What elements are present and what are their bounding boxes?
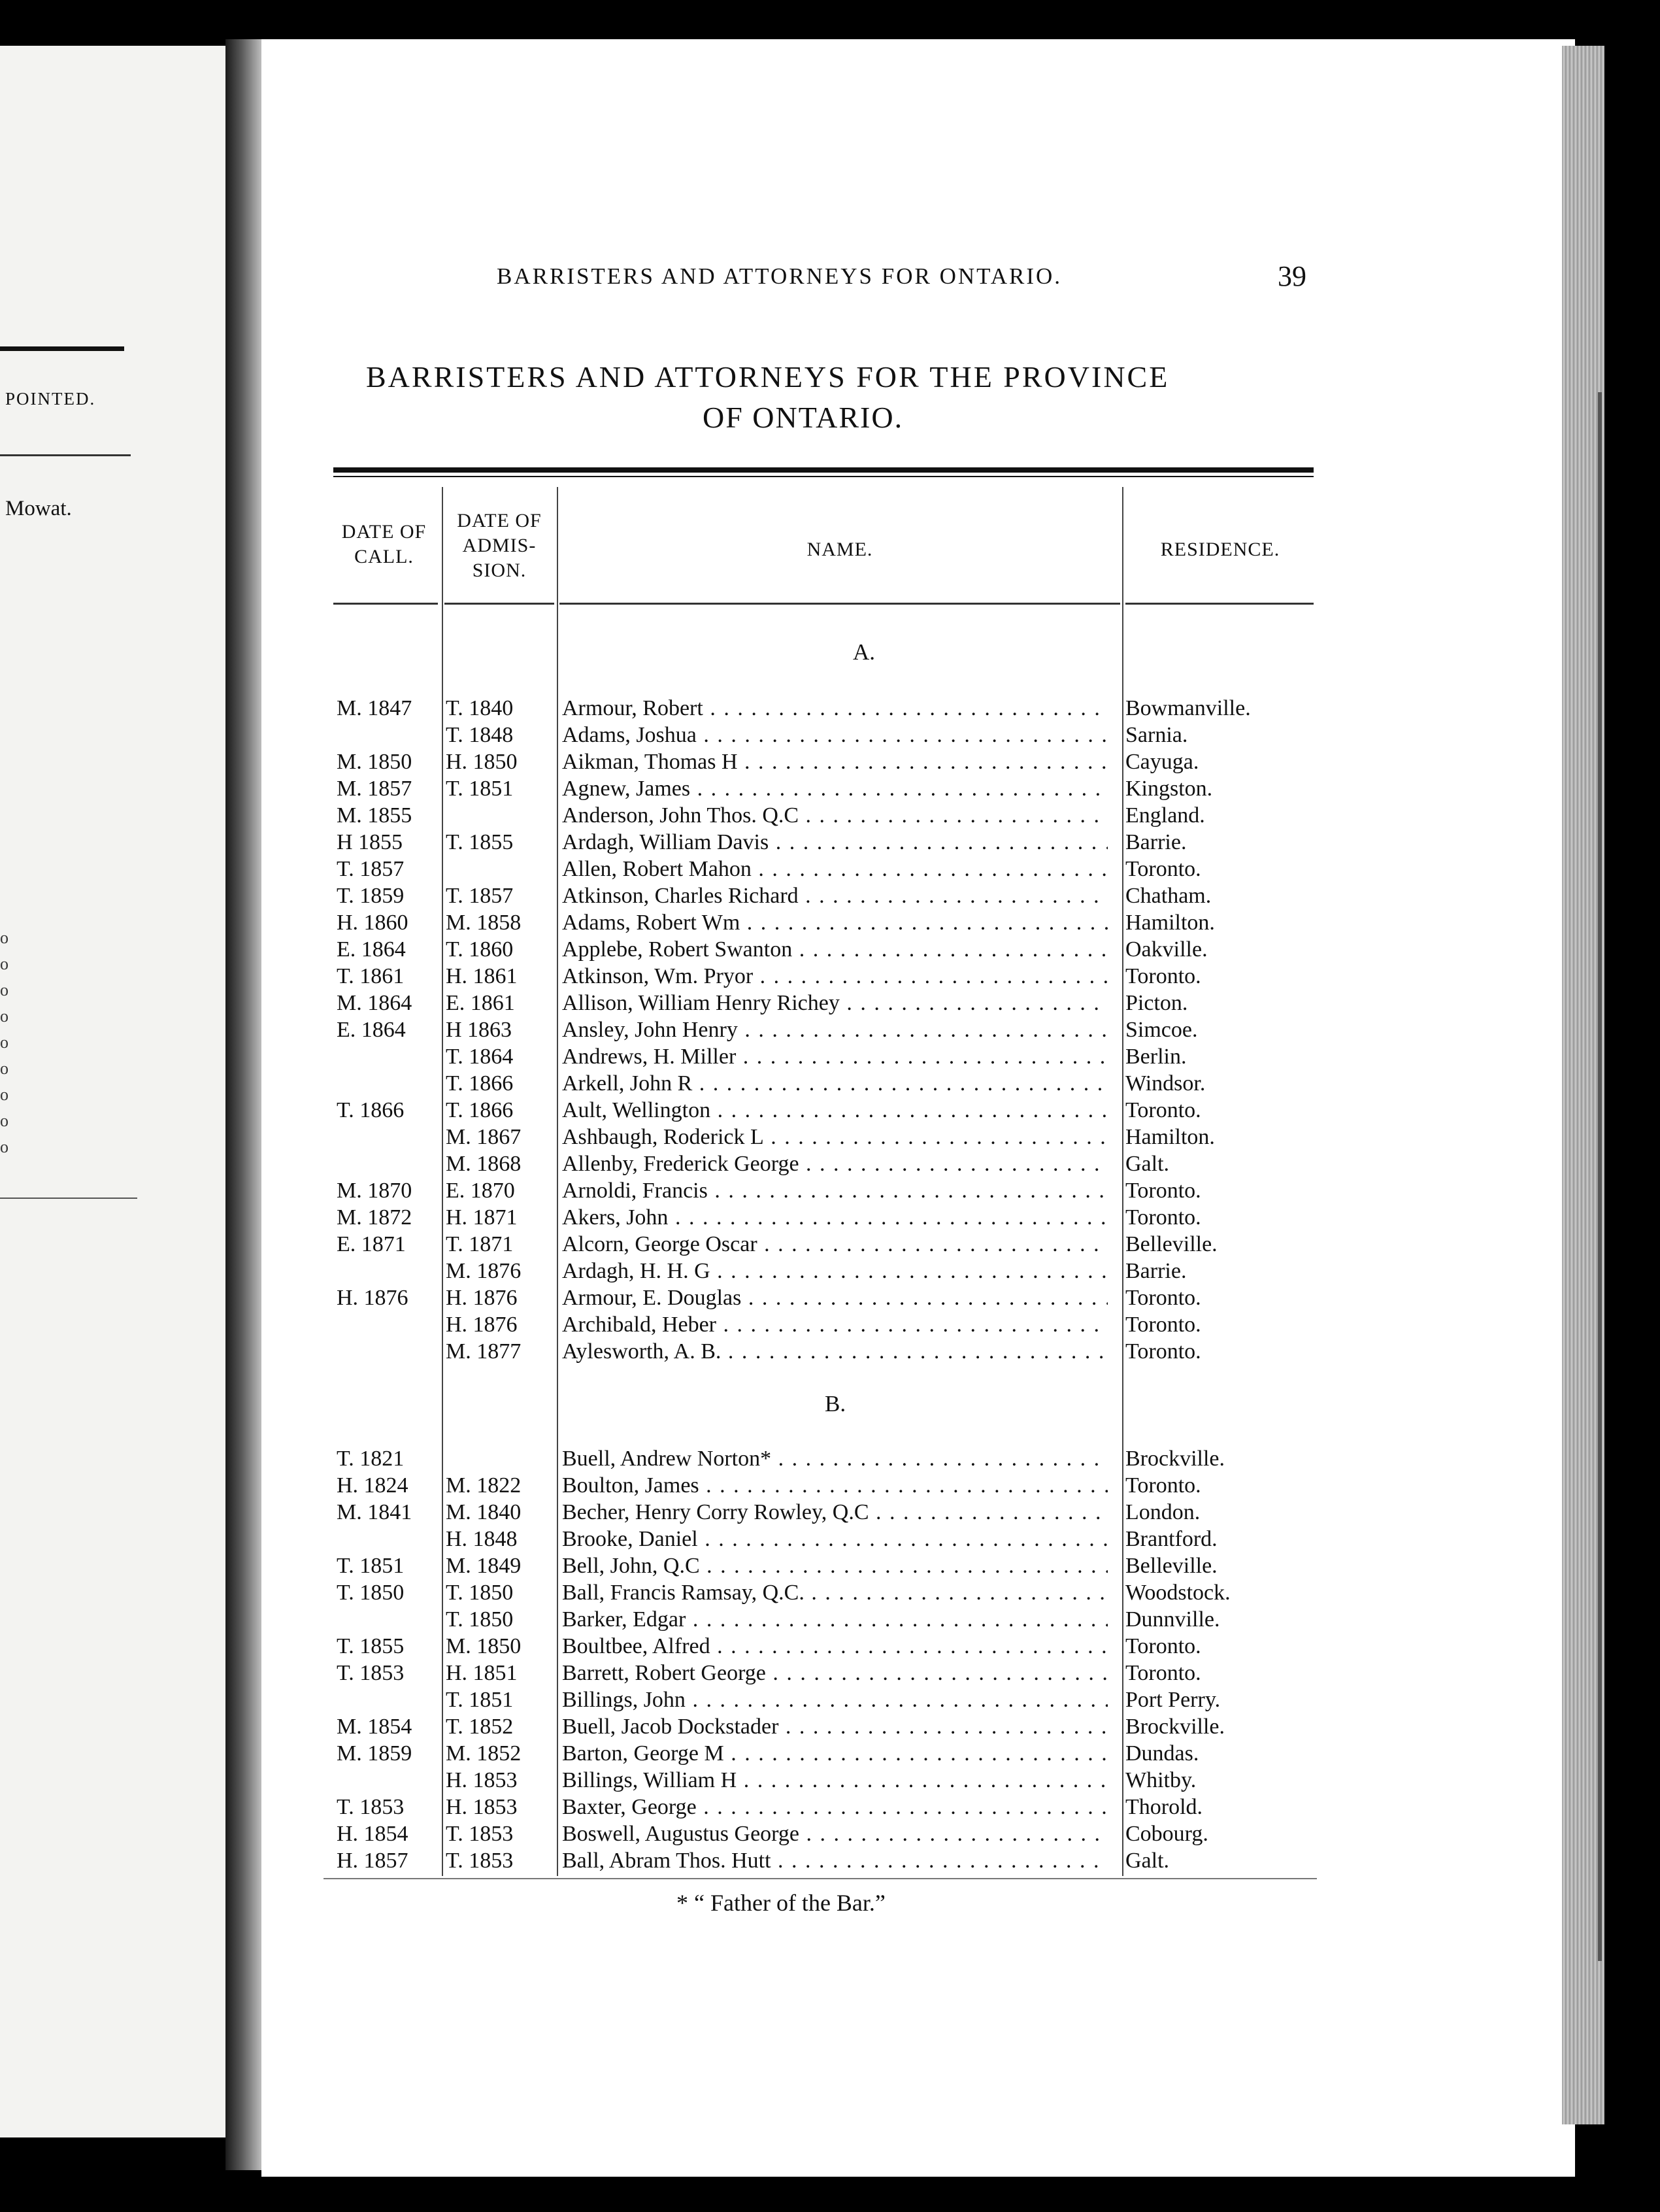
date-of-call: H. 1854 — [337, 1822, 408, 1846]
residence-cell: Toronto. — [1125, 1179, 1201, 1203]
residence-cell: Cayuga. — [1125, 750, 1199, 774]
date-of-call: T. 1851 — [337, 1554, 405, 1578]
name-cell: Barker, Edgar . . . — [562, 1606, 1108, 1633]
date-of-admission: T. 1866 — [446, 1098, 514, 1122]
residence-cell: Bowmanville. — [1125, 696, 1251, 720]
residence-cell: Galt. — [1125, 1152, 1170, 1176]
name-cell: Boultbee, Alfred . . . — [562, 1633, 1108, 1660]
residence-cell: Simcoe. — [1125, 1018, 1198, 1042]
name-cell: Becher, Henry Corry Rowley, Q.C . . . — [562, 1499, 1108, 1526]
name-cell: Billings, John . . . — [562, 1686, 1108, 1713]
residence-cell: Toronto. — [1125, 1473, 1201, 1498]
date-of-admission: E. 1861 — [446, 991, 515, 1015]
residence-cell: Toronto. — [1125, 1634, 1201, 1658]
date-of-call: M. 1864 — [337, 991, 412, 1015]
table-row — [0, 1472, 1660, 1499]
residence-cell: Toronto. — [1125, 1098, 1201, 1122]
name-cell: Barton, George M . . . — [562, 1740, 1108, 1767]
table-row — [0, 829, 1660, 856]
residence-cell: England. — [1125, 803, 1205, 828]
date-of-admission: T. 1864 — [446, 1045, 514, 1069]
column-header-text: SION. — [472, 560, 527, 581]
date-of-call: M. 1855 — [337, 803, 412, 828]
name-cell: Brooke, Daniel . . . — [562, 1526, 1108, 1552]
running-header: BARRISTERS AND ATTORNEYS FOR ONTARIO. — [497, 263, 1063, 289]
date-of-call: T. 1861 — [337, 964, 405, 988]
name-cell: Ashbaugh, Roderick L . . . — [562, 1124, 1108, 1150]
date-of-call: M. 1872 — [337, 1205, 412, 1230]
name-cell: Ball, Abram Thos. Hutt . . . — [562, 1847, 1108, 1874]
name-cell: Adams, Joshua . . . — [562, 722, 1108, 748]
column-header-text: ADMIS- — [462, 535, 537, 556]
date-of-call: H. 1876 — [337, 1286, 408, 1310]
date-of-admission: T. 1850 — [446, 1607, 514, 1632]
residence-cell: Dundas. — [1125, 1741, 1199, 1766]
residence-cell: Whitby. — [1125, 1768, 1197, 1792]
header-rule — [444, 603, 554, 605]
table-row — [0, 1633, 1660, 1660]
date-of-call: H. 1860 — [337, 911, 408, 935]
date-of-admission: T. 1855 — [446, 830, 514, 854]
date-of-admission: T. 1866 — [446, 1071, 514, 1096]
table-row — [0, 1579, 1660, 1606]
residence-cell: Toronto. — [1125, 1313, 1201, 1337]
date-of-admission: M. 1840 — [446, 1500, 522, 1524]
column-header-name: NAME. — [806, 539, 873, 560]
edge-mark: o — [0, 954, 8, 973]
date-of-admission: H 1863 — [446, 1018, 512, 1042]
name-cell: Atkinson, Wm. Pryor . . . — [562, 963, 1108, 990]
column-header-call — [330, 520, 438, 569]
date-of-call: M. 1857 — [337, 777, 412, 801]
date-of-admission: M. 1868 — [446, 1152, 522, 1176]
date-of-admission: M. 1858 — [446, 911, 522, 935]
date-of-call: M. 1850 — [337, 750, 412, 774]
date-of-call: T. 1866 — [337, 1098, 405, 1122]
date-of-admission: H. 1851 — [446, 1661, 518, 1685]
table-row — [0, 1258, 1660, 1284]
date-of-admission: T. 1851 — [446, 777, 514, 801]
date-of-admission: M. 1877 — [446, 1339, 522, 1364]
date-of-call: T. 1857 — [337, 857, 405, 881]
residence-cell: Toronto. — [1125, 1661, 1201, 1685]
table-row — [0, 1338, 1660, 1365]
residence-cell: Kingston. — [1125, 777, 1213, 801]
left-page-text: Mowat. — [5, 497, 72, 520]
date-of-admission: H. 1861 — [446, 964, 518, 988]
date-of-call: M. 1870 — [337, 1179, 412, 1203]
date-of-call: M. 1841 — [337, 1500, 412, 1524]
name-cell: Armour, Robert . . . — [562, 695, 1108, 722]
date-of-admission: H. 1876 — [446, 1313, 518, 1337]
date-of-call: M. 1859 — [337, 1741, 412, 1766]
name-cell: Aikman, Thomas H . . . — [562, 748, 1108, 775]
title-rule-thick — [333, 467, 1314, 473]
residence-cell: Port Perry. — [1125, 1688, 1221, 1712]
footnote-rule — [324, 1878, 1317, 1879]
date-of-admission: M. 1850 — [446, 1634, 522, 1658]
date-of-call: M. 1854 — [337, 1715, 412, 1739]
date-of-admission: T. 1853 — [446, 1849, 514, 1873]
table-row — [0, 1740, 1660, 1767]
date-of-call: T. 1855 — [337, 1634, 405, 1658]
left-page-text: POINTED. — [5, 389, 96, 409]
date-of-admission: H. 1850 — [446, 750, 518, 774]
footnote: * “ Father of the Bar.” — [676, 1890, 886, 1916]
table-row — [0, 1445, 1660, 1472]
date-of-call: H. 1824 — [337, 1473, 408, 1498]
table-row — [0, 1820, 1660, 1847]
date-of-call: E. 1864 — [337, 937, 406, 962]
table-row — [0, 1660, 1660, 1686]
date-of-admission: H. 1876 — [446, 1286, 518, 1310]
table-row — [0, 1767, 1660, 1794]
name-cell: Aylesworth, A. B. . . . — [562, 1338, 1108, 1365]
date-of-admission: T. 1840 — [446, 696, 514, 720]
residence-cell: Oakville. — [1125, 937, 1208, 962]
name-cell: Anderson, John Thos. Q.C . . . — [562, 802, 1108, 829]
table-row — [0, 963, 1660, 990]
name-cell: Adams, Robert Wm . . . — [562, 909, 1108, 936]
residence-cell: Brockville. — [1125, 1447, 1225, 1471]
residence-cell: Picton. — [1125, 991, 1188, 1015]
date-of-call: T. 1853 — [337, 1661, 405, 1685]
table-row — [0, 882, 1660, 909]
date-of-admission: T. 1852 — [446, 1715, 514, 1739]
table-row — [0, 1016, 1660, 1043]
date-of-call: H. 1857 — [337, 1849, 408, 1873]
table-row — [0, 1070, 1660, 1097]
table-row — [0, 695, 1660, 722]
residence-cell: Barrie. — [1125, 830, 1187, 854]
name-cell: Alcorn, George Oscar . . . — [562, 1231, 1108, 1258]
residence-cell: Cobourg. — [1125, 1822, 1208, 1846]
table-row — [0, 802, 1660, 829]
name-cell: Allison, William Henry Richey . . . — [562, 990, 1108, 1016]
date-of-admission: M. 1876 — [446, 1259, 522, 1283]
table-row — [0, 1713, 1660, 1740]
edge-mark: o — [0, 928, 8, 947]
column-header-text: DATE OF — [457, 510, 542, 531]
residence-cell: Brockville. — [1125, 1715, 1225, 1739]
name-cell: Boulton, James . . . — [562, 1472, 1108, 1499]
date-of-admission: T. 1851 — [446, 1688, 514, 1712]
header-rule — [333, 603, 438, 605]
table-row — [0, 1231, 1660, 1258]
date-of-admission: T. 1853 — [446, 1822, 514, 1846]
name-cell: Ball, Francis Ramsay, Q.C. . . . — [562, 1579, 1108, 1606]
table-row — [0, 1204, 1660, 1231]
name-cell: Archibald, Heber . . . — [562, 1311, 1108, 1338]
residence-cell: Toronto. — [1125, 1286, 1201, 1310]
section-letter-a: A. — [853, 639, 876, 665]
residence-cell: Belleville. — [1125, 1554, 1218, 1578]
date-of-admission: M. 1822 — [446, 1473, 522, 1498]
date-of-admission: T. 1860 — [446, 937, 514, 962]
table-row — [0, 1526, 1660, 1552]
table-row — [0, 1499, 1660, 1526]
name-cell: Buell, Jacob Dockstader . . . — [562, 1713, 1108, 1740]
table-row — [0, 1124, 1660, 1150]
section-letter-b: B. — [825, 1391, 846, 1416]
left-page-rule — [0, 454, 131, 456]
table-row — [0, 1311, 1660, 1338]
table-row — [0, 1606, 1660, 1633]
residence-cell: Toronto. — [1125, 964, 1201, 988]
residence-cell: Barrie. — [1125, 1259, 1187, 1283]
name-cell: Billings, William H . . . — [562, 1767, 1108, 1794]
date-of-admission: T. 1848 — [446, 723, 514, 747]
table-row — [0, 775, 1660, 802]
table-row — [0, 1284, 1660, 1311]
table-row — [0, 1794, 1660, 1820]
name-cell: Andrews, H. Miller . . . — [562, 1043, 1108, 1070]
edge-mark: o — [0, 1059, 8, 1078]
residence-cell: Hamilton. — [1125, 1125, 1215, 1149]
name-cell: Allen, Robert Mahon . . . — [562, 856, 1108, 882]
edge-mark: o — [0, 1111, 8, 1130]
date-of-admission: H. 1853 — [446, 1768, 518, 1792]
table-row — [0, 1043, 1660, 1070]
residence-cell: Woodstock. — [1125, 1581, 1231, 1605]
edge-mark: o — [0, 1137, 8, 1156]
name-cell: Arnoldi, Francis . . . — [562, 1177, 1108, 1204]
date-of-call: T. 1853 — [337, 1795, 405, 1819]
page-title-line-2: OF ONTARIO. — [703, 401, 904, 434]
table-row — [0, 936, 1660, 963]
date-of-admission: H. 1871 — [446, 1205, 518, 1230]
name-cell: Atkinson, Charles Richard . . . — [562, 882, 1108, 909]
residence-cell: London. — [1125, 1500, 1201, 1524]
name-cell: Boswell, Augustus George . . . — [562, 1820, 1108, 1847]
edge-mark: o — [0, 1085, 8, 1104]
column-header-text: DATE OF — [341, 521, 427, 543]
title-rule-thin — [333, 476, 1314, 477]
date-of-call: H 1855 — [337, 830, 403, 854]
name-cell: Ault, Wellington . . . — [562, 1097, 1108, 1124]
residence-cell: Toronto. — [1125, 1205, 1201, 1230]
column-header-admission — [443, 509, 556, 583]
name-cell: Ardagh, H. H. G . . . — [562, 1258, 1108, 1284]
date-of-admission: T. 1850 — [446, 1581, 514, 1605]
name-cell: Ardagh, William Davis . . . — [562, 829, 1108, 856]
left-page-rule — [0, 346, 124, 351]
edge-mark: o — [0, 1007, 8, 1026]
table-row — [0, 1150, 1660, 1177]
date-of-call: E. 1864 — [337, 1018, 406, 1042]
residence-cell: Windsor. — [1125, 1071, 1206, 1096]
name-cell: Barrett, Robert George . . . — [562, 1660, 1108, 1686]
residence-cell: Toronto. — [1125, 857, 1201, 881]
residence-cell: Berlin. — [1125, 1045, 1187, 1069]
table-row — [0, 1552, 1660, 1579]
table-row — [0, 990, 1660, 1016]
date-of-admission: M. 1852 — [446, 1741, 522, 1766]
name-cell: Arkell, John R . . . — [562, 1070, 1108, 1097]
column-header-residence: RESIDENCE. — [1160, 539, 1280, 560]
date-of-call: E. 1871 — [337, 1232, 406, 1256]
residence-cell: Thorold. — [1125, 1795, 1203, 1819]
residence-cell: Dunnville. — [1125, 1607, 1220, 1632]
table-row — [0, 722, 1660, 748]
residence-cell: Belleville. — [1125, 1232, 1218, 1256]
date-of-call: T. 1821 — [337, 1447, 405, 1471]
name-cell: Ansley, John Henry . . . — [562, 1016, 1108, 1043]
name-cell: Baxter, George . . . — [562, 1794, 1108, 1820]
table-row — [0, 1177, 1660, 1204]
header-rule — [1125, 603, 1314, 605]
name-cell: Buell, Andrew Norton* . . . — [562, 1445, 1108, 1472]
table-row — [0, 748, 1660, 775]
date-of-admission: M. 1849 — [446, 1554, 522, 1578]
date-of-admission: T. 1857 — [446, 884, 514, 908]
name-cell: Armour, E. Douglas . . . — [562, 1284, 1108, 1311]
table-row — [0, 1097, 1660, 1124]
date-of-admission: H. 1848 — [446, 1527, 518, 1551]
table-row — [0, 856, 1660, 882]
residence-cell: Toronto. — [1125, 1339, 1201, 1364]
page-title-line-1: BARRISTERS AND ATTORNEYS FOR THE PROVINCE — [366, 360, 1170, 394]
residence-cell: Galt. — [1125, 1849, 1170, 1873]
date-of-admission: E. 1870 — [446, 1179, 515, 1203]
edge-mark: o — [0, 980, 8, 999]
edge-mark: o — [0, 1033, 8, 1052]
page-number: 39 — [1278, 260, 1306, 292]
name-cell: Akers, John . . . — [562, 1204, 1108, 1231]
name-cell: Allenby, Frederick George . . . — [562, 1150, 1108, 1177]
date-of-admission: M. 1867 — [446, 1125, 522, 1149]
name-cell: Bell, John, Q.C . . . — [562, 1552, 1108, 1579]
residence-cell: Chatham. — [1125, 884, 1212, 908]
column-header-text: CALL. — [354, 546, 414, 567]
header-rule — [559, 603, 1120, 605]
residence-cell: Hamilton. — [1125, 911, 1215, 935]
table-row — [0, 909, 1660, 936]
name-cell: Applebe, Robert Swanton . . . — [562, 936, 1108, 963]
table-row — [0, 1847, 1660, 1874]
date-of-call: M. 1847 — [337, 696, 412, 720]
date-of-call: T. 1850 — [337, 1581, 405, 1605]
table-row — [0, 1686, 1660, 1713]
date-of-call: T. 1859 — [337, 884, 405, 908]
name-cell: Agnew, James . . . — [562, 775, 1108, 802]
residence-cell: Brantford. — [1125, 1527, 1218, 1551]
date-of-admission: T. 1871 — [446, 1232, 514, 1256]
residence-cell: Sarnia. — [1125, 723, 1188, 747]
date-of-admission: H. 1853 — [446, 1795, 518, 1819]
